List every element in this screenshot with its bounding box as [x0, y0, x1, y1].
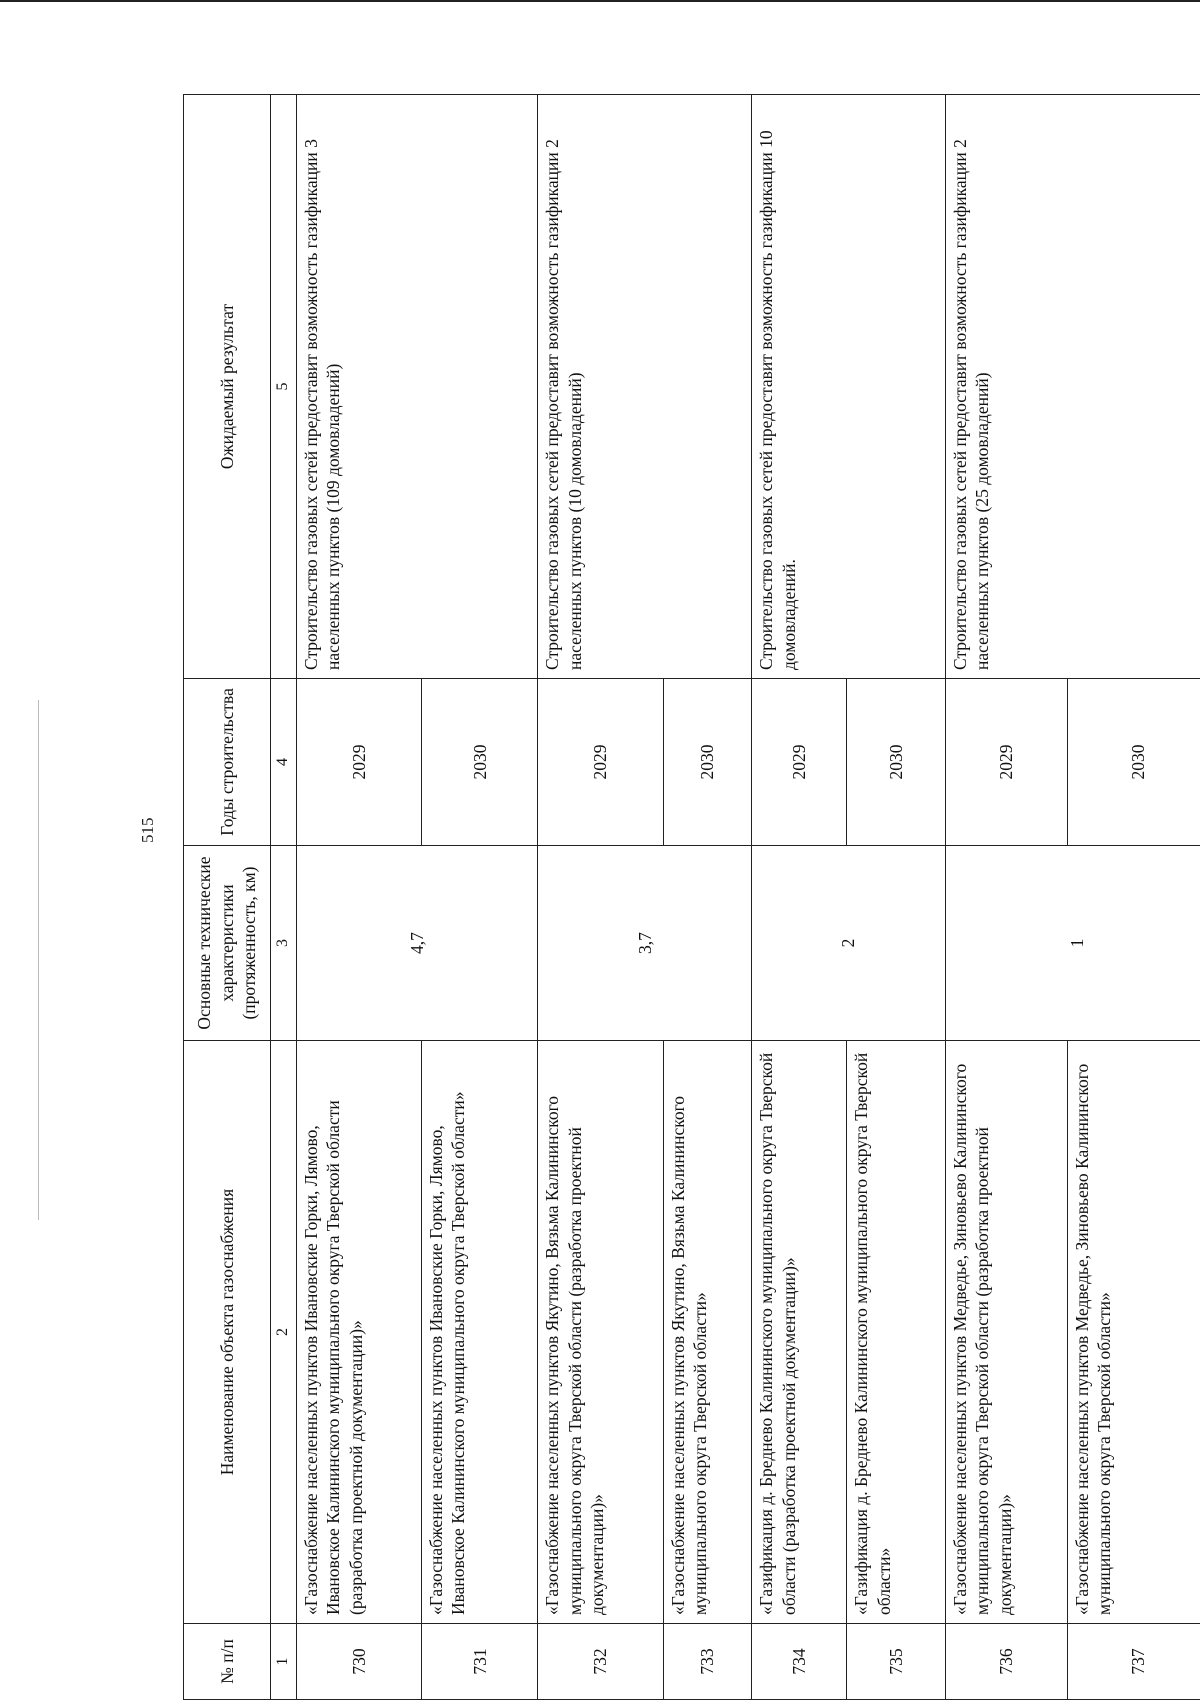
header-number: № п/п: [184, 1624, 271, 1700]
column-index-row: [271, 95, 297, 1700]
object-name: «Газоснабжение населенных пунктов Якутино, Вязьма Калининского муниципального округа Тверской области (разработка проектной документации)»: [538, 1041, 663, 1624]
gas-supply-objects-table: [183, 94, 1200, 1700]
length-km: 2: [752, 846, 946, 1041]
expected-result: Строительство газовых сетей предоставит возможность газификации 3 населенных пунктов (109 домовладений): [296, 95, 538, 679]
construction-year: 2030: [847, 679, 945, 846]
row-number: 734: [752, 1624, 847, 1700]
construction-year: 2029: [752, 679, 847, 846]
construction-year: 2029: [296, 679, 421, 846]
header-construction-years: Годы строительства: [184, 679, 271, 846]
row-number: 737: [1067, 1624, 1200, 1700]
expected-result: Строительство газовых сетей предоставит возможность газификации 10 домовладений.: [752, 95, 946, 679]
object-name: «Газоснабжение населенных пунктов Ивановские Горки, Лямово, Ивановское Калининского муниципального округа Тверской области»: [422, 1041, 538, 1624]
column-index: 4: [271, 679, 297, 846]
construction-year: 2029: [945, 679, 1067, 846]
binding-margin-line: [38, 700, 39, 1220]
table-row: [296, 95, 421, 1700]
row-number: 735: [847, 1624, 945, 1700]
row-number: 731: [422, 1624, 538, 1700]
construction-year: 2030: [422, 679, 538, 846]
object-name: «Газоснабжение населенных пунктов Якутино, Вязьма Калининского муниципального округа Тверской области»: [663, 1041, 751, 1624]
object-name: «Газоснабжение населенных пунктов Ивановские Горки, Лямово, Ивановское Калининского муниципального округа Тверской области (разработка проектной документации)»: [296, 1041, 421, 1624]
object-name: «Газификация д. Бреднево Калининского муниципального округа Тверской области»: [847, 1041, 945, 1624]
row-number: 736: [945, 1624, 1067, 1700]
table-row: [752, 95, 847, 1700]
object-name: «Газоснабжение населенных пунктов Медведье, Зиновьево Калининского муниципального округа Тверской области»: [1067, 1041, 1200, 1624]
row-number: 730: [296, 1624, 421, 1700]
expected-result: Строительство газовых сетей предоставит возможность газификации 2 населенных пунктов (25 домовладений): [945, 95, 1200, 679]
length-km: 4,7: [296, 846, 538, 1041]
header-expected-result: Ожидаемый результат: [184, 95, 271, 679]
rotated-table-sheet: [183, 95, 1200, 1700]
object-name: «Газификация д. Бреднево Калининского муниципального округа Тверской области (разработка проектной документации)»: [752, 1041, 847, 1624]
column-index: 3: [271, 846, 297, 1041]
header-tech-characteristics: Основные технические характеристики (протяженность, км): [184, 846, 271, 1041]
page-number: 515: [138, 817, 157, 843]
construction-year: 2030: [663, 679, 751, 846]
table-header-row: [184, 95, 271, 1700]
column-index: 2: [271, 1041, 297, 1624]
construction-year: 2029: [538, 679, 663, 846]
object-name: «Газоснабжение населенных пунктов Медведье, Зиновьево Калининского муниципального округа Тверской области (разработка проектной документации)»: [945, 1041, 1067, 1624]
table-row: [945, 95, 1067, 1700]
row-number: 732: [538, 1624, 663, 1700]
top-border-line: [0, 0, 1200, 2]
length-km: 1: [945, 846, 1200, 1041]
column-index: 5: [271, 95, 297, 679]
column-index: 1: [271, 1624, 297, 1700]
length-km: 3,7: [538, 846, 752, 1041]
header-object-name: Наименование объекта газоснабжения: [184, 1041, 271, 1624]
expected-result: Строительство газовых сетей предоставит возможность газификации 2 населенных пунктов (10 домовладений): [538, 95, 752, 679]
construction-year: 2030: [1067, 679, 1200, 846]
table-row: [538, 95, 663, 1700]
row-number: 733: [663, 1624, 751, 1700]
